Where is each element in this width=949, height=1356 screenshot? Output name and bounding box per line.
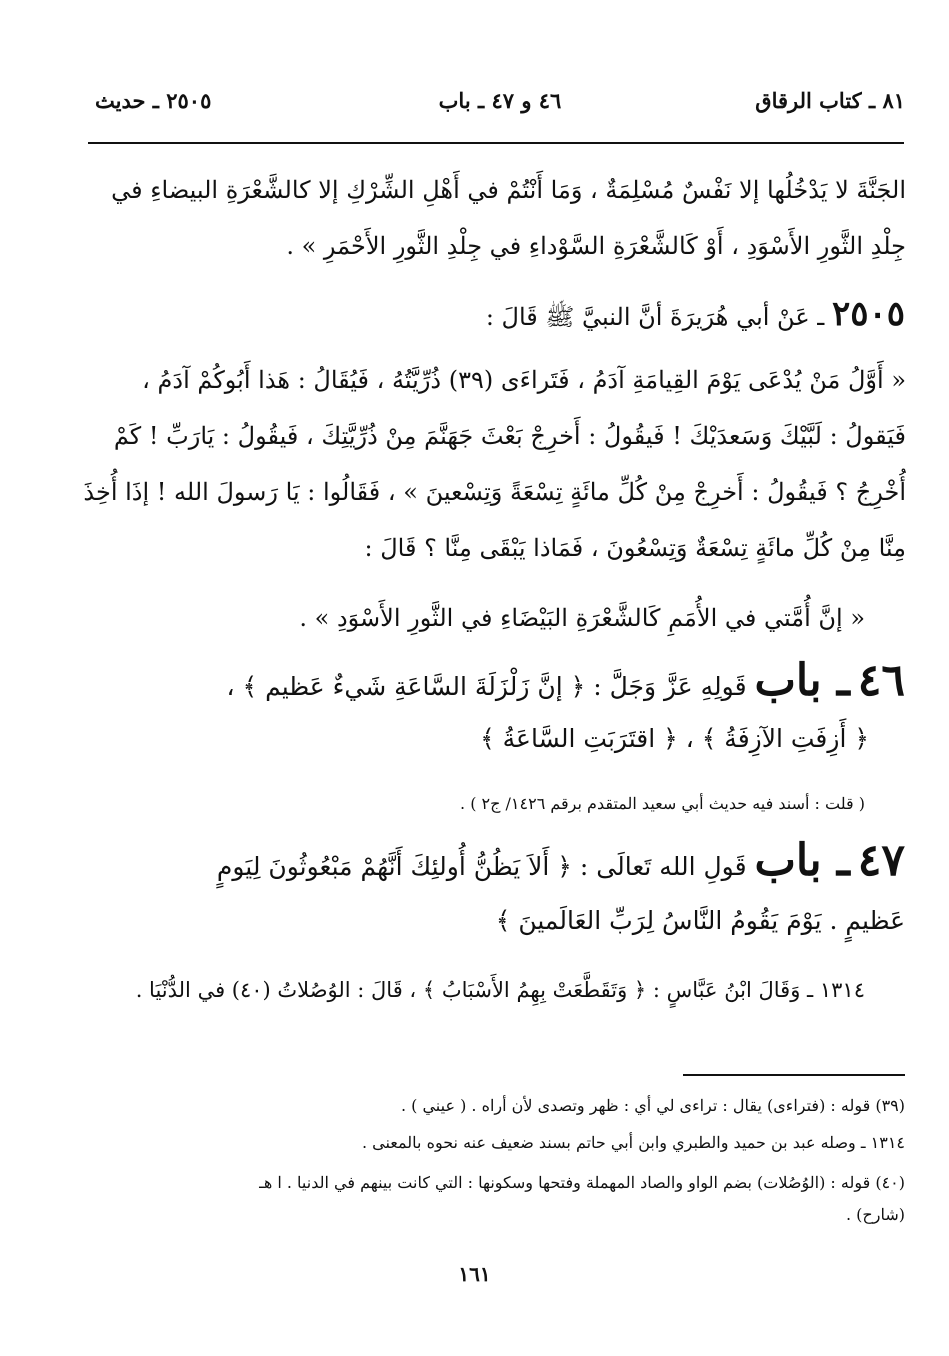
footnote-divider xyxy=(683,1074,905,1076)
hadith-intro: ـ عَنْ أبي هُرَيرَةَ أنَّ النبيَّ ﷺ قَالَ : xyxy=(485,303,825,331)
footnote-40-continued: (شارح) . xyxy=(846,1205,905,1224)
bab-title-text: قَولِ الله تَعالَى : ﴿ أَلاَ يَظُنُّ أُولئِكَ أَنَّهُمْ مَبْعُوثُونَ لِيَومٍ xyxy=(216,852,747,881)
bab-word: ـ باب xyxy=(754,836,850,886)
paragraph-continuation xyxy=(80,162,906,274)
bab-number: ٤٦ xyxy=(857,656,905,706)
bab-title-text: قَولِهِ عَزَّ وَجَلَّ : ﴿ إنَّ زَلْزَلَةَ السَّاعَةِ شَيءٌ عَظيم ﴾ ، xyxy=(226,672,747,701)
header-book-title: ٨١ ـ كتاب الرقاق xyxy=(755,88,905,113)
bab-47-title-continued xyxy=(80,896,905,946)
editor-note: ( قلت : أسند فيه حديث أبي سعيد المتقدم برقم ١٤٢٦/ ج٢ ) . xyxy=(460,794,865,813)
text-line: جِلْدِ الثَّورِ الأَسْوَدِ ، أَوْ كَالشَّعْرَةِ السَّوْداءِ في جِلْدِ الثَّورِ الأَحْمَرِ » . xyxy=(286,232,906,260)
bab-title-text: عَظيمٍ . يَوْمَ يَقُومُ النَّاسُ لِرَبِّ العَالَمينَ ﴾ xyxy=(495,906,905,935)
bab-47-title xyxy=(80,836,905,892)
running-header xyxy=(95,88,905,124)
hadith-heading xyxy=(486,294,905,337)
header-hadith-number: ٢٥٠٥ ـ حديث xyxy=(95,88,212,113)
footnote-40: (٤٠) قوله : (الوُصُلات) بضم الواو والصاد المهملة وفتحها وسكونها : التي كانت بينهم في الدنيا . ا هـ xyxy=(259,1173,905,1192)
page-number: ١٦١ xyxy=(458,1262,491,1286)
bab-number: ٤٧ xyxy=(857,836,905,886)
bab-46-title xyxy=(80,656,905,712)
text-line: أُخْرِجُ ؟ فَيقُولُ : أَخرِجْ مِنْ كُلِّ مائَةٍ تِسْعَةً وَتِسْعينَ » ، فَقَالُوا : يَا رَسولَ الله ! إذَا أُخِذَ xyxy=(83,478,906,506)
text-line: الجَنَّةَ لا يَدْخُلُها إلا نَفْسٌ مُسْلِمَةٌ ، وَمَا أَنْتُمْ في أَهْلِ الشِّرْكِ إلا كالشَّعْرَةِ البيضاءِ في xyxy=(111,176,906,204)
athar-1314 xyxy=(136,970,865,1010)
bab-title-text: ﴿ أَزِفَتِ الآزِفَةُ ﴾ ، ﴿ اقتَرَبَتِ السَّاعَةُ ﴾ xyxy=(480,724,869,753)
bab-46-title-continued xyxy=(80,714,869,764)
header-chapter: ٤٦ و ٤٧ ـ باب xyxy=(438,88,562,113)
text-line: فَيَقولُ : لَبَّيْكَ وَسَعدَيْكَ ! فَيقُولُ : أَخرِجْ بَعْثَ جَهَنَّمَ مِنْ ذُرِّيَّتِكَ ، فَيقُولُ : يَارَبِّ ! كَمْ xyxy=(113,422,906,450)
hadith-number: ٢٥٠٥ xyxy=(831,294,905,334)
hadith-saying xyxy=(299,598,865,638)
footnote-1314: ١٣١٤ ـ وصله عبد بن حميد والطبري وابن أبي حاتم بسند ضعيف عنه نحوه بالمعنى . xyxy=(361,1133,905,1152)
hadith-saying-text: « إنَّ أُمَّتي في الأُمَمِ كَالشَّعْرَةِ البَيْضَاءِ في الثَّورِ الأَسْوَدِ » . xyxy=(299,604,865,632)
bab-word: ـ باب xyxy=(754,656,850,706)
header-divider xyxy=(88,142,904,144)
text-line: مِنَّا مِنْ كُلِّ مائَةٍ تِسْعَةٌ وَتِسْعُونَ ، فَمَاذا يَبْقَى مِنَّا ؟ قَالَ : xyxy=(364,534,906,562)
text-line: « أَوَّلُ مَنْ يُدْعَى يَوْمَ القِيامَةِ آدَمُ ، فَتَراءَى (٣٩) ذُرِّيَّتُهُ ، فَيُقَالُ : هَذا أَبُوكُمْ آدَمُ ، xyxy=(142,366,906,394)
athar-text: ١٣١٤ ـ وَقَالَ ابْنُ عَبَّاسٍ : ﴿ وَتَقَطَّعَتْ بِهِمُ الأَسْبَابُ ﴾ ، قَالَ : الوُصُلاتُ (٤٠) في الدُّنْيَا . xyxy=(135,978,865,1002)
hadith-text xyxy=(80,352,906,576)
footnote-39: (٣٩) قوله : (فتراءى) يقال : تراءى لي أي : ظهر وتصدى لأن أراه . ( عيني ) . xyxy=(400,1096,905,1115)
